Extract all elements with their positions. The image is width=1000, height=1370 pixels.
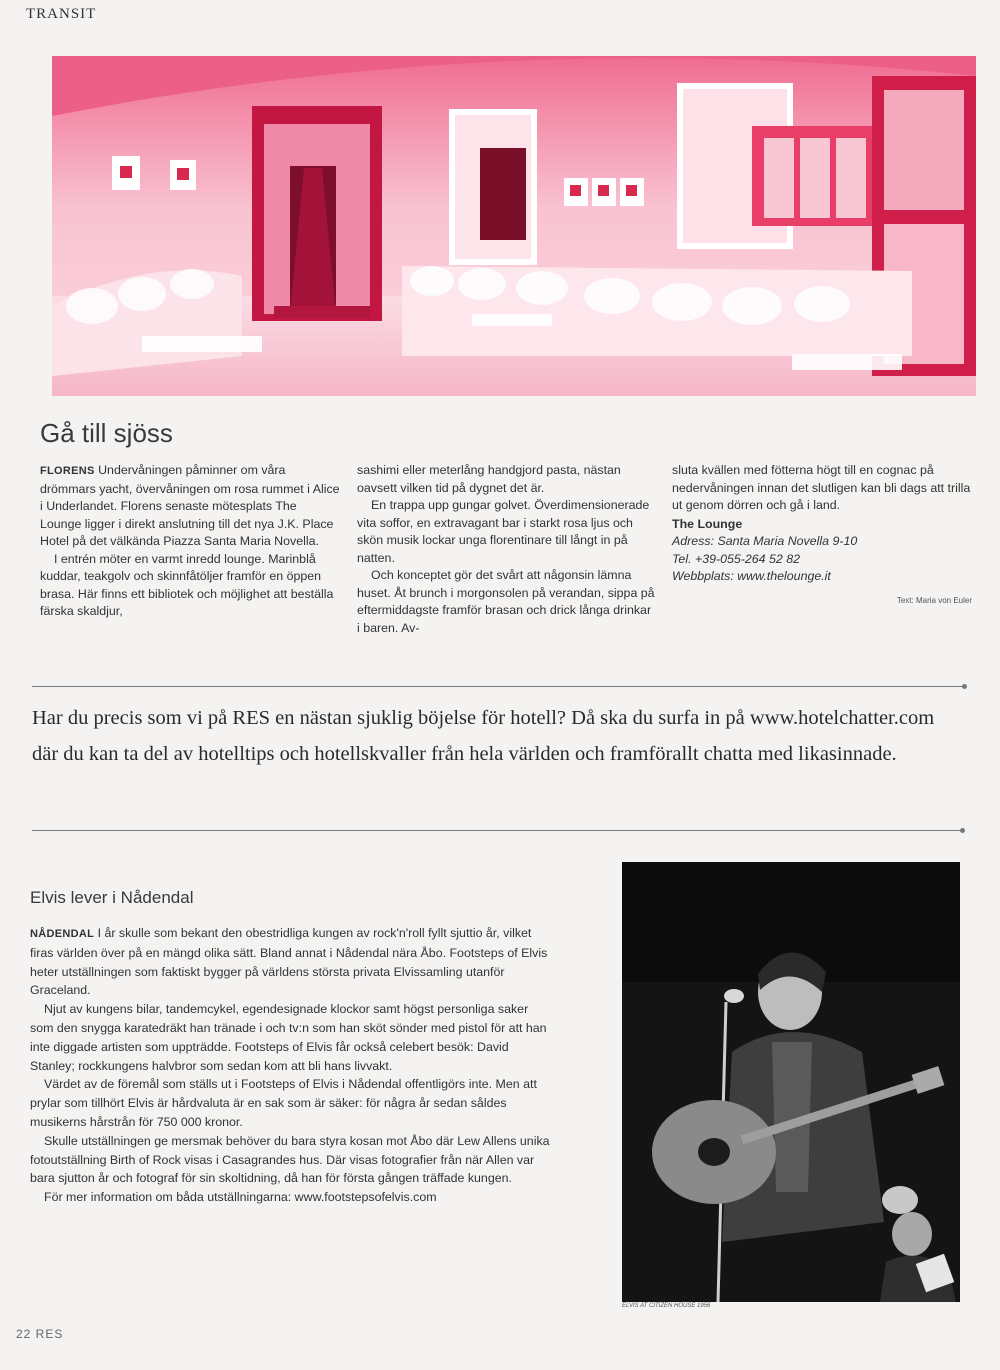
- article-column-2: [357, 462, 657, 637]
- lounge-photo: [52, 56, 976, 396]
- paragraph: En trappa upp gungar golvet. Överdimensionerade vita soffor, en extravagant bar i starkt rosa ljus och skön musik lockar unga florentinare till långt in på natten.: [357, 498, 650, 565]
- photo-caption: ELVIS AT CITIZEN HOUSE 1956: [622, 1303, 711, 1309]
- paragraph: För mer information om båda utställningarna: www.footstepsofelvis.com: [44, 1190, 437, 1205]
- venue-phone: Tel. +39-055-264 52 82: [672, 551, 801, 566]
- paragraph: Undervåningen påminner om våra drömmars yacht, övervåningen om rosa rummet i Alice i Underlandet. Florens senaste mötesplats The Lounge ligger i direkt anslutning till det nya J.K. Place Hotel på det välkända Piazza Santa Maria Novella.: [40, 463, 340, 548]
- divider-rule: [32, 830, 962, 831]
- article-title: Gå till sjöss: [40, 418, 173, 448]
- section-label: TRANSIT: [26, 6, 97, 22]
- article-body: [30, 924, 555, 1207]
- author-credit: Text: Maria von Euler: [896, 595, 972, 605]
- article-column-1: [40, 462, 340, 621]
- paragraph: sashimi eller meterlång handgjord pasta, nästan oavsett vilken tid på dygnet det är.: [357, 463, 621, 495]
- paragraph: Skulle utställningen ge mersmak behöver du bara styra kosan mot Åbo där Lew Allens unika fotoutställning Birth of Rock visas i Casagrandes hus. Där visas fotografier från när Allen var bara sjutton år och fotograf för sin skoltidning, då han för första gången träffade kungen.: [30, 1133, 550, 1186]
- article-column-3: [672, 462, 972, 609]
- article-kicker: NÅDENDAL: [30, 928, 95, 940]
- paragraph: sluta kvällen med fötterna högt till en cognac på nedervåningen innan det slutligen kan bli dags att trilla ut genom dörren och gå i land.: [672, 463, 971, 512]
- elvis-photo: [622, 862, 960, 1302]
- divider-rule: [32, 686, 964, 687]
- page-number: 22 RES: [16, 1327, 64, 1341]
- paragraph: I år skulle som bekant den obestridliga kungen av rock'n'roll fyllt sjuttio år, vilket firas världen över på en mängd olika sätt. Bland annat i Nådendal nära Åbo. Footsteps of Elvis heter utställningen som faktiskt bygger på världens största privata Elvissamling utanför Graceland.: [30, 926, 548, 998]
- paragraph: Njut av kungens bilar, tandemcykel, egendesignade klockor samt högst personliga saker som den snygga karatedräkt han tränade i och tv:n som han sköt sönder med pistol för att han inte diggade artisten som uppträdde. Footsteps of Elvis får också celebert besök: David Stanley; rockkungens halvbror som sedan kom att bli hans livvakt.: [30, 1002, 547, 1073]
- paragraph: Värdet av de föremål som ställs ut i Footsteps of Elvis i Nådendal offentligörs inte. Men att prylar som tillhört Elvis är hårdvaluta är en sak som är säker: för några år sedan såldes musikerns hårstrån för 750 000 kronor.: [30, 1077, 537, 1129]
- venue-address: Adress: Santa Maria Novella 9-10: [672, 534, 858, 548]
- paragraph: I entrén möter en varmt inredd lounge. Marinblå kuddar, teakgolv och skinnfåtöljer framför en öppen brasa. Här finns ett bibliotek och möjlighet att beställa färska skaldjur,: [40, 551, 334, 618]
- venue-website: Webbplats: www.thelounge.it: [672, 569, 831, 583]
- venue-name: The Lounge: [672, 516, 743, 531]
- article-kicker: FLORENS: [40, 465, 95, 477]
- article-title: Elvis lever i Nådendal: [30, 888, 194, 907]
- pull-quote: Har du precis som vi på RES en nästan sjuklig böjelse för hotell? Då ska du surfa in på www.hotelchatter.com där du kan ta del av hotelltips och hotellskvaller från hela världen och framförallt chatta med likasinnade.: [32, 707, 935, 765]
- paragraph: Och konceptet gör det svårt att någonsin lämna huset. Åt brunch i morgonsolen på verandan, sippa på eftermiddagste framför brasan och drick långa drinkar i baren. Av-: [357, 568, 655, 635]
